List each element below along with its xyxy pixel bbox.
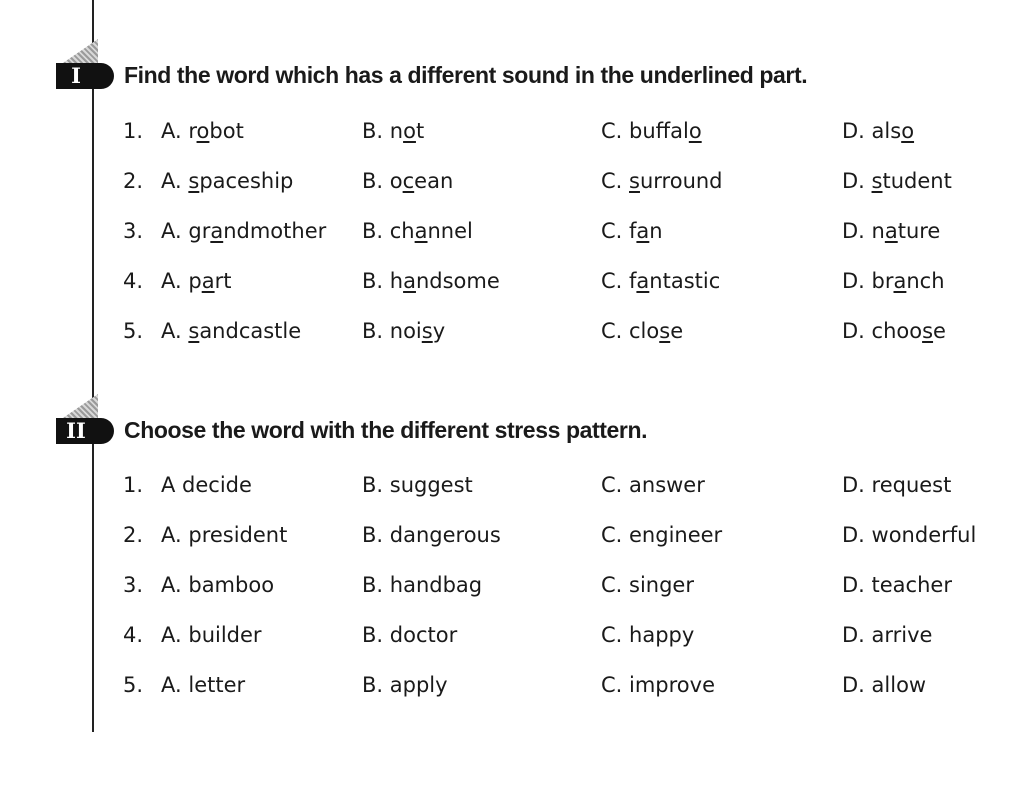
question-row — [0, 319, 1024, 353]
word-text: ntastic — [649, 269, 721, 293]
question-row — [0, 269, 1024, 303]
underlined-sound: a — [201, 269, 215, 293]
word-text: f — [629, 269, 637, 293]
word-text: tudent — [882, 169, 952, 193]
option-prefix: C. — [601, 573, 630, 597]
question-number: 4. — [123, 269, 144, 293]
word-text: e — [933, 319, 946, 343]
option-c[interactable] — [601, 219, 663, 243]
option-prefix: C. — [601, 523, 630, 547]
question-number: 1. — [123, 119, 144, 143]
option-prefix: D. — [842, 219, 872, 243]
word-text: n — [871, 219, 885, 243]
option-b[interactable] — [362, 623, 457, 647]
word-text: als — [871, 119, 902, 143]
underlined-sound: a — [636, 269, 650, 293]
option-b[interactable] — [362, 219, 473, 243]
option-prefix: A. — [161, 523, 189, 547]
word-text: o — [389, 169, 403, 193]
option-prefix: D. — [842, 573, 872, 597]
underlined-sound: a — [884, 219, 898, 243]
word-text: br — [871, 269, 894, 293]
option-b[interactable] — [362, 319, 445, 343]
question-number: 3. — [123, 573, 144, 597]
option-prefix: B. — [362, 673, 390, 697]
word-text: rt — [214, 269, 232, 293]
word-text: t — [415, 119, 425, 143]
option-b[interactable] — [362, 169, 453, 193]
question-number: 4. — [123, 623, 144, 647]
underlined-sound: a — [636, 219, 650, 243]
section-1-numeral: I — [71, 63, 81, 88]
underlined-sound: o — [901, 119, 915, 143]
option-c[interactable] — [601, 623, 694, 647]
word-text: dangerous — [389, 523, 501, 547]
word-text: clo — [629, 319, 660, 343]
option-d[interactable] — [842, 319, 946, 343]
word-text: decide — [182, 473, 252, 497]
word-text: andcastle — [199, 319, 302, 343]
option-a[interactable] — [161, 169, 293, 193]
word-text: teacher — [871, 573, 952, 597]
section-1-badge — [56, 63, 114, 89]
question-row — [0, 219, 1024, 253]
option-b[interactable] — [362, 473, 473, 497]
word-text: r — [188, 119, 197, 143]
underlined-sound: a — [414, 219, 428, 243]
option-prefix: D. — [842, 673, 872, 697]
word-text: paceship — [199, 169, 294, 193]
option-prefix: C. — [601, 473, 630, 497]
option-b[interactable] — [362, 673, 448, 697]
question-row — [0, 473, 1024, 507]
underlined-sound: o — [403, 119, 416, 143]
option-prefix: C. — [601, 169, 630, 193]
question-number: 5. — [123, 673, 144, 697]
option-c[interactable] — [601, 269, 720, 293]
option-c[interactable] — [601, 523, 722, 547]
question-row — [0, 169, 1024, 203]
option-c[interactable] — [601, 473, 705, 497]
underlined-sound: s — [922, 319, 934, 343]
option-prefix: B. — [362, 169, 390, 193]
option-prefix: C. — [601, 119, 630, 143]
word-text: gr — [188, 219, 211, 243]
option-b[interactable] — [362, 573, 482, 597]
word-text: handbag — [389, 573, 483, 597]
option-d[interactable] — [842, 169, 952, 193]
option-prefix: B. — [362, 573, 390, 597]
underlined-sound: a — [403, 269, 416, 293]
option-prefix: D. — [842, 119, 872, 143]
option-prefix: A. — [161, 673, 189, 697]
question-number: 2. — [123, 523, 144, 547]
option-prefix: A. — [161, 169, 189, 193]
option-a[interactable] — [161, 623, 262, 647]
question-row — [0, 673, 1024, 707]
option-prefix: C. — [601, 219, 630, 243]
word-text: president — [188, 523, 288, 547]
option-a[interactable] — [161, 573, 274, 597]
word-text: p — [188, 269, 202, 293]
underlined-sound: a — [893, 269, 907, 293]
question-number: 5. — [123, 319, 144, 343]
word-text: arrive — [871, 623, 933, 647]
word-text: bamboo — [188, 573, 275, 597]
word-text: bot — [209, 119, 244, 143]
option-d[interactable] — [842, 269, 945, 293]
option-prefix: A. — [161, 573, 189, 597]
section-2-instruction: Choose the word with the different stress pattern. — [124, 417, 648, 443]
word-text: noi — [389, 319, 422, 343]
underlined-sound: s — [188, 169, 200, 193]
section-1-tab-decoration — [60, 39, 98, 65]
option-prefix: A. — [161, 319, 189, 343]
option-prefix: D. — [842, 269, 872, 293]
option-d[interactable] — [842, 473, 951, 497]
option-prefix: D. — [842, 169, 872, 193]
word-text: ch — [389, 219, 415, 243]
option-d[interactable] — [842, 573, 952, 597]
option-prefix: B. — [362, 269, 390, 293]
underlined-sound: s — [629, 169, 640, 193]
option-prefix: D. — [842, 319, 872, 343]
section-2-numeral: II — [66, 418, 86, 443]
option-prefix: A. — [161, 219, 189, 243]
option-prefix: A. — [161, 269, 189, 293]
word-text: suggest — [389, 473, 473, 497]
option-prefix: B. — [362, 473, 390, 497]
word-text: h — [389, 269, 404, 293]
option-prefix: C. — [601, 623, 630, 647]
option-d[interactable] — [842, 673, 926, 697]
option-prefix: D. — [842, 623, 872, 647]
word-text: ture — [897, 219, 941, 243]
option-prefix: D. — [842, 473, 872, 497]
word-text: happy — [629, 623, 695, 647]
underlined-sound: s — [659, 319, 671, 343]
option-d[interactable] — [842, 523, 976, 547]
option-c[interactable] — [601, 319, 683, 343]
underlined-sound: s — [188, 319, 200, 343]
option-b[interactable] — [362, 269, 500, 293]
option-prefix: B. — [362, 623, 390, 647]
word-text: urround — [639, 169, 723, 193]
option-c[interactable] — [601, 573, 694, 597]
word-text: e — [670, 319, 684, 343]
option-prefix: B. — [362, 523, 390, 547]
word-text: answer — [629, 473, 705, 497]
underlined-sound: c — [402, 169, 415, 193]
underlined-sound: s — [421, 319, 433, 343]
option-d[interactable] — [842, 219, 940, 243]
option-a[interactable] — [161, 319, 301, 343]
option-a[interactable] — [161, 473, 252, 497]
word-text: improve — [629, 673, 716, 697]
option-prefix: B. — [362, 119, 390, 143]
option-prefix: A — [161, 473, 183, 497]
question-row — [0, 523, 1024, 557]
word-text: apply — [389, 673, 448, 697]
word-text: choo — [871, 319, 923, 343]
section-1-instruction: Find the word which has a different sound in the underlined part. — [124, 62, 808, 88]
underlined-sound: s — [871, 169, 883, 193]
word-text: wonderful — [871, 523, 977, 547]
option-prefix: B. — [362, 319, 390, 343]
word-text: allow — [871, 673, 927, 697]
question-row — [0, 573, 1024, 607]
word-text: n — [389, 119, 404, 143]
word-text: ndsome — [415, 269, 500, 293]
word-text: y — [432, 319, 446, 343]
option-a[interactable] — [161, 219, 326, 243]
word-text: nnel — [427, 219, 473, 243]
option-c[interactable] — [601, 119, 702, 143]
underlined-sound: a — [210, 219, 224, 243]
option-b[interactable] — [362, 523, 501, 547]
question-number: 1. — [123, 473, 144, 497]
word-text: ndmother — [223, 219, 327, 243]
option-prefix: C. — [601, 319, 630, 343]
option-prefix: A. — [161, 119, 189, 143]
underlined-sound: o — [688, 119, 702, 143]
option-d[interactable] — [842, 119, 914, 143]
option-prefix: A. — [161, 623, 189, 647]
option-b[interactable] — [362, 119, 424, 143]
word-text: nch — [906, 269, 945, 293]
word-text: buffal — [629, 119, 689, 143]
word-text: n — [649, 219, 663, 243]
word-text: doctor — [389, 623, 458, 647]
word-text: engineer — [629, 523, 723, 547]
word-text: f — [629, 219, 637, 243]
word-text: request — [871, 473, 952, 497]
option-prefix: C. — [601, 673, 630, 697]
word-text: singer — [629, 573, 694, 597]
option-prefix: C. — [601, 269, 630, 293]
option-prefix: B. — [362, 219, 390, 243]
option-a[interactable] — [161, 119, 244, 143]
question-number: 2. — [123, 169, 144, 193]
question-row — [0, 623, 1024, 657]
question-row — [0, 119, 1024, 153]
word-text: builder — [188, 623, 262, 647]
option-a[interactable] — [161, 269, 231, 293]
question-number: 3. — [123, 219, 144, 243]
underlined-sound: o — [196, 119, 210, 143]
option-a[interactable] — [161, 523, 287, 547]
option-prefix: D. — [842, 523, 872, 547]
section-2-badge — [56, 418, 114, 444]
option-c[interactable] — [601, 673, 715, 697]
option-c[interactable] — [601, 169, 723, 193]
word-text: letter — [188, 673, 246, 697]
option-d[interactable] — [842, 623, 932, 647]
word-text: ean — [414, 169, 454, 193]
option-a[interactable] — [161, 673, 245, 697]
